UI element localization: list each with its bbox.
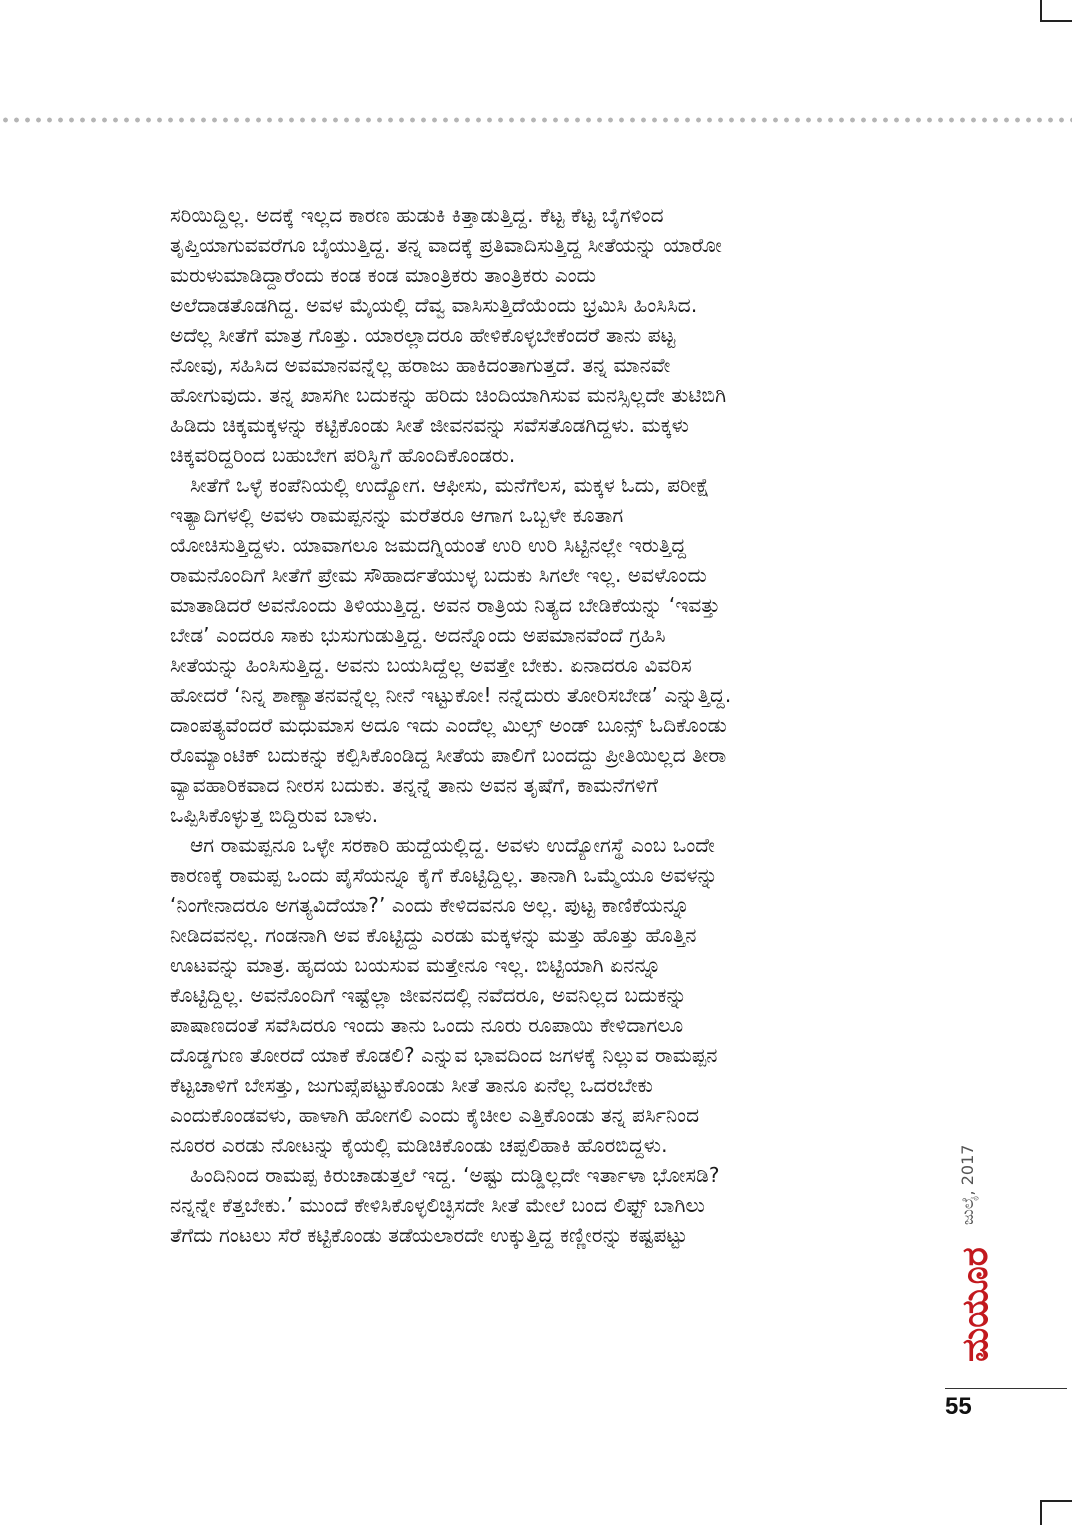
page-number-rule	[945, 1388, 1067, 1389]
text-line: ತೆಗೆದು ಗಂಟಲು ಸೆರೆ ಕಟ್ಟಿಕೊಂಡು ತಡೆಯಲಾರದೇ ಉಕ್ಕುತ್ತಿದ್ದ ಕಣ್ಣೀರನ್ನು ಕಷ್ಟಪಟ್ಟು	[170, 1223, 688, 1247]
text-line: ಸರಿಯಿದ್ದಿಲ್ಲ. ಅದಕ್ಕೆ ಇಲ್ಲದ ಕಾರಣ ಹುಡುಕಿ ಕಿತ್ತಾಡುತ್ತಿದ್ದ. ಕೆಟ್ಟ ಕೆಟ್ಟ ಬೈಗಳಿಂದ	[170, 203, 664, 227]
text-line: ಚಿಕ್ಕವರಿದ್ದರಿಂದ ಬಹುಬೇಗ ಪರಿಸ್ಥಿಗೆ ಹೊಂದಿಕೊಂಡರು.	[170, 443, 516, 467]
text-line: ಅದೆಲ್ಲ ಸೀತೆಗೆ ಮಾತ್ರ ಗೊತ್ತು. ಯಾರಲ್ಲಾದರೂ ಹೇಳಿಕೊಳ್ಳಬೇಕೆಂದರೆ ತಾನು ಪಟ್ಟ	[170, 323, 676, 347]
dotted-divider	[0, 117, 1072, 123]
crop-mark-top-horizontal	[1040, 20, 1072, 22]
text-line: ದಾಂಪತ್ಯವೆಂದರೆ ಮಧುಮಾಸ ಅದೂ ಇದು ಎಂದೆಲ್ಲ ಮಿಲ್ಸ್ ಅಂಡ್ ಬೂನ್ಸ್ ಓದಿಕೊಂಡು	[170, 713, 727, 737]
magazine-logo: ಮಯೂರ	[955, 1247, 996, 1363]
text-line: ಮಾತಾಡಿದರೆ ಅವನೊಂದು ತಿಳಿಯುತ್ತಿದ್ದ. ಅವನ ರಾತ್ರಿಯ ನಿತ್ಯದ ಬೇಡಿಕೆಯನ್ನು ‘ಇವತ್ತು	[170, 593, 721, 617]
text-line: ನನ್ನನ್ನೇ ಕೆತ್ತಬೇಕು.’ ಮುಂದೆ ಕೇಳಿಸಿಕೊಳ್ಳಲಿಚ್ಛಿಸದೇ ಸೀತೆ ಮೇಲೆ ಬಂದ ಲಿಫ್ಟ್ ಬಾಗಿಲು	[170, 1193, 705, 1217]
text-line: ಯೋಚಿಸುತ್ತಿದ್ದಳು. ಯಾವಾಗಲೂ ಜಮದಗ್ನಿಯಂತೆ ಉರಿ ಉರಿ ಸಿಟ್ಟಿನಲ್ಲೇ ಇರುತ್ತಿದ್ದ	[170, 533, 687, 557]
text-line: ದೊಡ್ಡಗುಣ ತೋರದೆ ಯಾಕೆ ಕೊಡಲಿ? ಎನ್ನುವ ಭಾವದಿಂದ ಜಗಳಕ್ಕೆ ನಿಲ್ಲುವ ರಾಮಪ್ಪನ	[170, 1043, 718, 1067]
text-line: ಪಾಷಾಣದಂತೆ ಸವೆಸಿದರೂ ಇಂದು ತಾನು ಒಂದು ನೂರು ರೂಪಾಯಿ ಕೇಳಿದಾಗಲೂ	[170, 1013, 684, 1037]
text-line: ಸೀತೆಯನ್ನು ಹಿಂಸಿಸುತ್ತಿದ್ದ. ಅವನು ಬಯಸಿದ್ದೆಲ್ಲ ಅವತ್ತೇ ಬೇಕು. ಏನಾದರೂ ವಿವರಿಸ	[170, 653, 692, 677]
text-line: ಒಪ್ಪಿಸಿಕೊಳ್ಳುತ್ತ ಬಿದ್ದಿರುವ ಬಾಳು.	[170, 803, 379, 827]
text-line: ‘ನಿಂಗೇನಾದರೂ ಅಗತ್ಯವಿದೆಯಾ?’ ಎಂದು ಕೇಳಿದವನೂ ಅಲ್ಲ. ಪುಟ್ಟ ಕಾಣಿಕೆಯನ್ನೂ	[170, 893, 690, 917]
text-line: ನೂರರ ಎರಡು ನೋಟನ್ನು ಕೈಯಲ್ಲಿ ಮಡಿಚಿಕೊಂಡು ಚಪ್ಪಲಿಹಾಕಿ ಹೊರಬಿದ್ದಳು.	[170, 1133, 668, 1157]
text-line: ರೊಮ್ಯಾಂಟಿಕ್ ಬದುಕನ್ನು ಕಲ್ಪಿಸಿಕೊಂಡಿದ್ದ ಸೀತೆಯ ಪಾಲಿಗೆ ಬಂದದ್ದು ಪ್ರೀತಿಯಿಲ್ಲದ ತೀರಾ	[170, 743, 727, 767]
text-line: ಆಗ ರಾಮಪ್ಪನೂ ಒಳ್ಳೇ ಸರಕಾರಿ ಹುದ್ದೆಯಲ್ಲಿದ್ದ. ಅವಳು ಉದ್ಯೋಗಸ್ಥೆ ಎಂಬ ಒಂದೇ	[190, 833, 715, 857]
text-line: ಊಟವನ್ನು ಮಾತ್ರ. ಹೃದಯ ಬಯಸುವ ಮತ್ತೇನೂ ಇಲ್ಲ. ಬಿಟ್ಟಿಯಾಗಿ ಏನನ್ನೂ	[170, 953, 662, 977]
text-line: ಸೀತೆಗೆ ಒಳ್ಳೆ ಕಂಪೆನಿಯಲ್ಲಿ ಉದ್ಯೋಗ. ಆಫೀಸು, ಮನೆಗೆಲಸ, ಮಕ್ಕಳ ಓದು, ಪರೀಕ್ಷೆ	[190, 473, 710, 497]
text-line: ಇತ್ಯಾದಿಗಳಲ್ಲಿ ಅವಳು ರಾಮಪ್ಪನನ್ನು ಮರೆತರೂ ಆಗಾಗ ಒಬ್ಬಳೇ ಕೂತಾಗ	[170, 503, 624, 527]
issue-date: ಜುಲೈ, 2017	[958, 1144, 977, 1225]
text-line: ರಾಮನೊಂದಿಗೆ ಸೀತೆಗೆ ಪ್ರೇಮ ಸೌಹಾರ್ದತೆಯುಳ್ಳ ಬದುಕು ಸಿಗಲೇ ಇಲ್ಲ. ಅವಳೊಂದು	[170, 563, 707, 587]
text-line: ಹೋಗುವುದು. ತನ್ನ ಖಾಸಗೀ ಬದುಕನ್ನು ಹರಿದು ಚಿಂದಿಯಾಗಿಸುವ ಮನಸ್ಸಿಲ್ಲದೇ ತುಟಿಬಿಗಿ	[170, 383, 727, 407]
crop-mark-top	[1040, 0, 1042, 22]
text-line: ಕೊಟ್ಟಿದ್ದಿಲ್ಲ. ಅವನೊಂದಿಗೆ ಇಷ್ಟೆಲ್ಲಾ ಜೀವನದಲ್ಲಿ ನವೆದರೂ, ಅವನಿಲ್ಲದ ಬದುಕನ್ನು	[170, 983, 687, 1007]
text-line: ಕಾರಣಕ್ಕೆ ರಾಮಪ್ಪ ಒಂದು ಪೈಸೆಯನ್ನೂ ಕೈಗೆ ಕೊಟ್ಟಿದ್ದಿಲ್ಲ. ತಾನಾಗಿ ಒಮ್ಮೆಯೂ ಅವಳನ್ನು	[170, 863, 718, 887]
text-line: ಹಿಂದಿನಿಂದ ರಾಮಪ್ಪ ಕಿರುಚಾಡುತ್ತಲೆ ಇದ್ದ. ‘ಅಷ್ಟು ದುಡ್ಡಿಲ್ಲದೇ ಇರ್ತಾಳಾ ಭೋಸಡಿ?	[190, 1163, 720, 1187]
text-line: ಕೆಟ್ಟಚಾಳಿಗೆ ಬೇಸತ್ತು, ಜುಗುಪ್ಸೆಪಟ್ಟುಕೊಂಡು ಸೀತೆ ತಾನೂ ಏನೆಲ್ಲ ಒದರಬೇಕು	[170, 1073, 654, 1097]
text-line: ನೋವು, ಸಹಿಸಿದ ಅವಮಾನವನ್ನೆಲ್ಲ ಹರಾಜು ಹಾಕಿದಂತಾಗುತ್ತದೆ. ತನ್ನ ಮಾನವೇ	[170, 353, 671, 377]
text-line: ಹೋದರೆ ‘ನಿನ್ನ ಶಾಣ್ಯಾತನವನ್ನೆಲ್ಲ ನೀನೆ ಇಟ್ಟುಕೋ! ನನ್ನೆದುರು ತೋರಿಸಬೇಡ’ ಎನ್ನುತ್ತಿದ್ದ.	[170, 683, 732, 707]
text-line: ಹಿಡಿದು ಚಿಕ್ಕಮಕ್ಕಳನ್ನು ಕಟ್ಟಿಕೊಂಡು ಸೀತೆ ಜೀವನವನ್ನು ಸವೆಸತೊಡಗಿದ್ದಳು. ಮಕ್ಕಳು	[170, 413, 690, 437]
text-line: ನೀಡಿದವನಲ್ಲ. ಗಂಡನಾಗಿ ಅವ ಕೊಟ್ಟಿದ್ದು ಎರಡು ಮಕ್ಕಳನ್ನು ಮತ್ತು ಹೊತ್ತು ಹೊತ್ತಿನ	[170, 923, 697, 947]
page-number: 55	[945, 1393, 972, 1420]
text-line: ವ್ಯಾವಹಾರಿಕವಾದ ನೀರಸ ಬದುಕು. ತನ್ನನ್ನೆ ತಾನು ಅವನ ತೃಷೆಗೆ, ಕಾಮನೆಗಳಿಗೆ	[170, 773, 659, 797]
text-line: ಎಂದುಕೊಂಡವಳು, ಹಾಳಾಗಿ ಹೋಗಲಿ ಎಂದು ಕೈಚೀಲ ಎತ್ತಿಕೊಂಡು ತನ್ನ ಪರ್ಸಿನಿಂದ	[170, 1103, 700, 1127]
crop-mark-bottom	[1040, 1500, 1042, 1525]
crop-mark-bottom-horizontal	[1040, 1500, 1072, 1502]
text-line: ಅಲೆದಾಡತೊಡಗಿದ್ದ. ಅವಳ ಮೈಯಲ್ಲಿ ದೆವ್ವ ವಾಸಿಸುತ್ತಿದೆಯೆಂದು ಭ್ರಮಿಸಿ ಹಿಂಸಿಸಿದ.	[170, 293, 698, 317]
text-line: ತೃಪ್ತಿಯಾಗುವವರೆಗೂ ಬೈಯುತ್ತಿದ್ದ. ತನ್ನ ವಾದಕ್ಕೆ ಪ್ರತಿವಾದಿಸುತ್ತಿದ್ದ ಸೀತೆಯನ್ನು ಯಾರೋ	[170, 233, 722, 257]
text-line: ಬೇಡ’ ಎಂದರೂ ಸಾಕು ಭುಸುಗುಡುತ್ತಿದ್ದ. ಅದನ್ನೊಂದು ಅಪಮಾನವೆಂದೆ ಗ್ರಹಿಸಿ	[170, 623, 666, 647]
article-body	[170, 200, 910, 1250]
text-line: ಮರುಳುಮಾಡಿದ್ದಾರೆಂದು ಕಂಡ ಕಂಡ ಮಾಂತ್ರಿಕರು ತಾಂತ್ರಿಕರು ಎಂದು	[170, 263, 597, 287]
